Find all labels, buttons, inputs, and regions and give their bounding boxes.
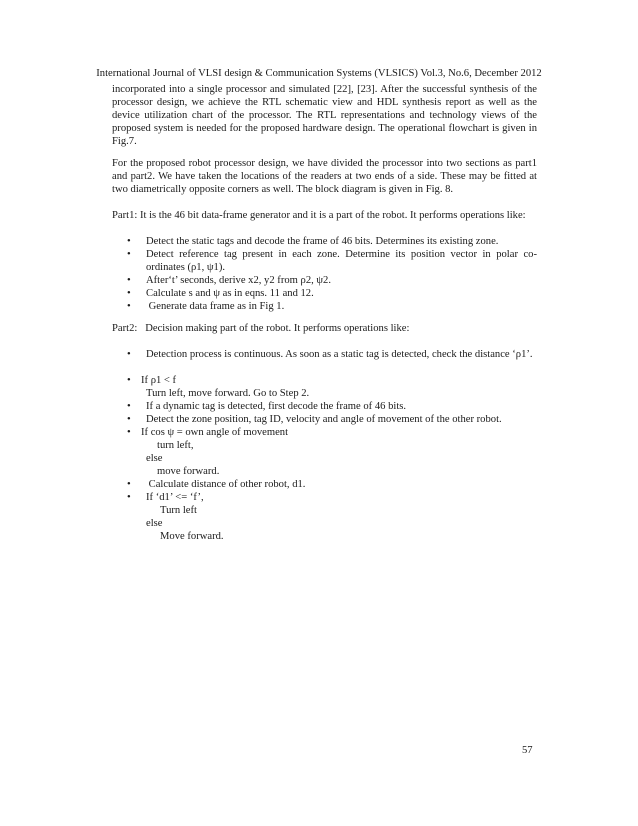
bullet-marker: •: [127, 236, 131, 247]
part1-item: Calculate s and ψ as in eqns. 11 and 12.: [146, 288, 314, 299]
part2-then: turn left,: [157, 440, 194, 451]
part2-item: If a dynamic tag is detected, first decode the frame of 46 bits.: [146, 401, 407, 412]
part2-item: Detection process is continuous. As soon as a static tag is detected, check the distance ‘ρ1’.: [146, 349, 533, 360]
paragraph-processor-sections: For the proposed robot processor design, we have divided the processor into two sections as part1 and part2. We have taken the locations of the readers at two ends of a side. These may be fitted at two diametrically opposite corners as well. The block diagram is given in Fig. 8.: [112, 158, 537, 195]
part1-item: Generate data frame as in Fig 1.: [146, 301, 285, 312]
part1-intro: Part1: It is the 46 bit data-frame generator and it is a part of the robot. It performs operations like:: [112, 210, 526, 221]
bullet-marker: •: [127, 301, 131, 312]
part2-then: Turn left: [160, 505, 197, 516]
bullet-marker: •: [127, 375, 131, 386]
bullet-marker: •: [127, 349, 131, 360]
bullet-marker: •: [127, 401, 131, 412]
part1-item: After‘t’ seconds, derive x2, y2 from ρ2, ψ2.: [146, 275, 331, 286]
part2-else: else: [146, 518, 163, 529]
bullet-marker: •: [127, 479, 131, 490]
part2-item: Calculate distance of other robot, d1.: [146, 479, 306, 490]
page-number: 57: [522, 745, 533, 756]
bullet-marker: •: [127, 249, 131, 260]
bullet-marker: •: [127, 414, 131, 425]
journal-header: International Journal of VLSI design & Communication Systems (VLSICS) Vol.3, No.6, December 2012: [96, 68, 542, 79]
part1-item: Detect the static tags and decode the frame of 46 bits. Determines its existing zone.: [146, 236, 499, 247]
part2-else-action: move forward.: [157, 466, 220, 477]
part2-else-action: Move forward.: [160, 531, 224, 542]
paragraph-synthesis: incorporated into a single processor and simulated [22], [23]. After the successful synthesis of the processor design, we achieve the RTL schematic view and HDL synthesis report as well as the device utilization chart of the processor. The RTL representations and technology views of the proposed system is needed for the proposed hardware design. The operational flowchart is given in Fig.7.: [112, 84, 537, 147]
part2-substep: Turn left, move forward. Go to Step 2.: [146, 388, 310, 399]
part2-item: If cos ψ = own angle of movement: [141, 427, 289, 438]
bullet-marker: •: [127, 288, 131, 299]
bullet-marker: •: [127, 427, 131, 438]
part2-else: else: [146, 453, 163, 464]
part2-item: If ‘d1’ <= ‘f’,: [146, 492, 204, 503]
part2-intro: Part2: Decision making part of the robot. It performs operations like:: [112, 323, 410, 334]
part1-item: Detect reference tag present in each zone. Determine its position vector in polar co-ordinates (ρ1, ψ1).: [146, 249, 537, 273]
bullet-marker: •: [127, 275, 131, 286]
part2-item: If ρ1 < f: [141, 375, 177, 386]
bullet-marker: •: [127, 492, 131, 503]
part2-item: Detect the zone position, tag ID, velocity and angle of movement of the other robot.: [146, 414, 502, 425]
